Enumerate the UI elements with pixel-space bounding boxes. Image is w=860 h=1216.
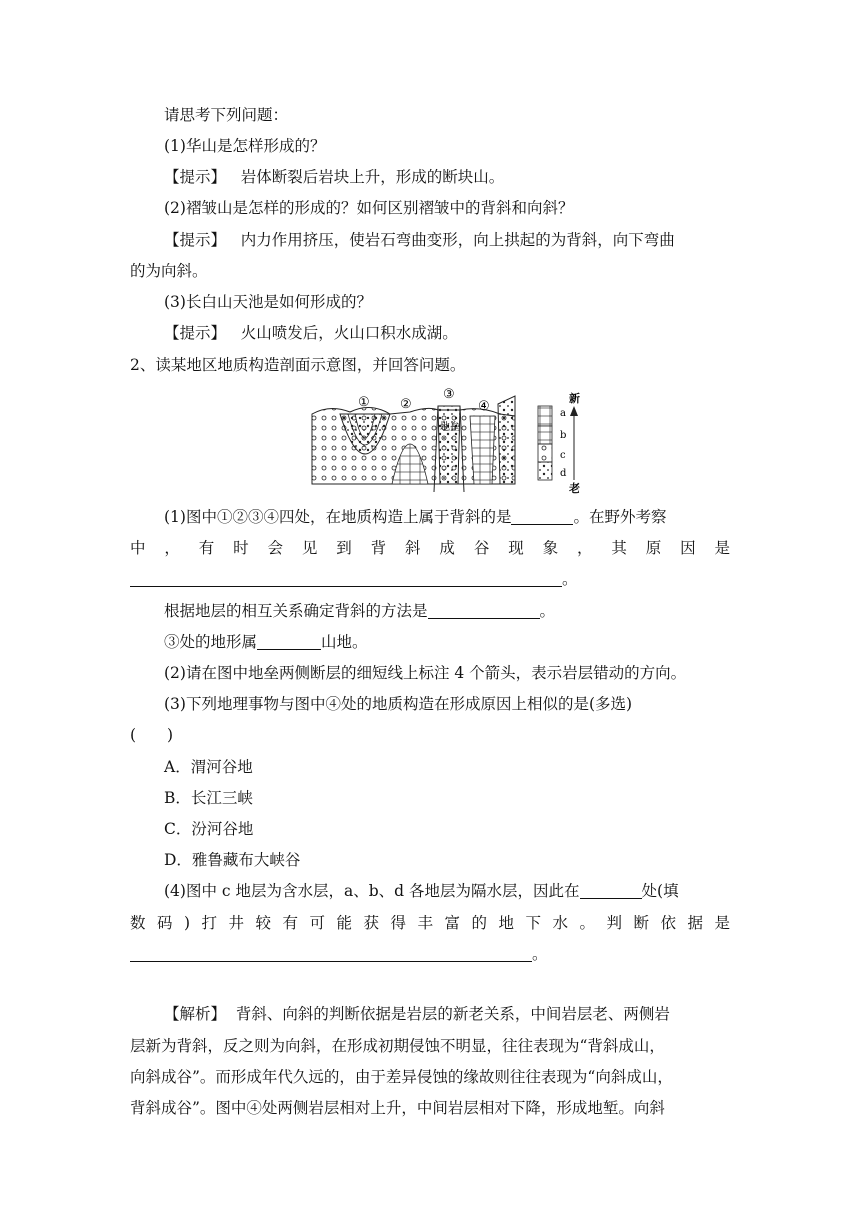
explanation-line-4: 背斜成谷”。图中④处两侧岩层相对上升，中间岩层相对下降，形成地堑。向斜 <box>130 1099 665 1117</box>
part-4-line-3 <box>130 943 730 965</box>
part-1-text: (1)图中①②③④四处，在地质构造上属于背斜的是 <box>164 508 512 526</box>
intro-text: 请思考下列问题： <box>164 106 289 124</box>
explanation-tag: 【解析】 <box>164 1005 227 1023</box>
label-1: ① <box>358 395 370 410</box>
part-4-line-2: 数码)打井较有可能获得丰富的地下水。判断依据是 <box>130 914 730 932</box>
part-3-line-2: ( ) <box>130 726 174 744</box>
answer-blank[interactable] <box>257 633 321 650</box>
period: 。 <box>562 570 578 588</box>
part-1-text-b: 。在野外考察 <box>573 508 667 526</box>
hint-2 <box>164 229 764 251</box>
answer-blank[interactable] <box>130 570 562 587</box>
explanation-line-2: 层新为背斜，反之则为向斜，在形成初期侵蚀不明显，往往表现为“背斜成山， <box>130 1037 665 1055</box>
old-label: 老 <box>569 482 580 494</box>
period: 。 <box>539 602 556 620</box>
geologic-section-diagram <box>310 384 590 494</box>
question-3: (3)长白山天池是如何形成的？ <box>164 293 372 311</box>
option-d[interactable]: D．雅鲁藏布大峡谷 <box>164 851 301 869</box>
hint-3 <box>164 322 764 344</box>
part-2: (2)请在图中地垒两侧断层的细短线上标注 4 个箭头，表示岩层错动的方向。 <box>164 664 687 682</box>
arrow-up-icon <box>570 406 578 416</box>
answer-blank[interactable] <box>511 508 573 525</box>
explanation-text: 背斜、向斜的判断依据是岩层的新老关系，中间岩层老、两侧岩 <box>235 1005 670 1023</box>
strata-legend <box>538 391 580 494</box>
method-text: 根据地层的相互关系确定背斜的方法是 <box>164 602 428 620</box>
option-c[interactable]: C．汾河谷地 <box>164 820 254 838</box>
stratum-b: b <box>560 430 567 441</box>
explanation-line-1 <box>164 1003 764 1025</box>
hint-2-cont: 的为向斜。 <box>130 262 208 280</box>
stratum-a: a <box>560 408 566 419</box>
hint-tag: 【提示】 <box>164 231 227 249</box>
hint-tag: 【提示】 <box>164 168 227 186</box>
question-1: (1)华山是怎样形成的？ <box>164 137 326 155</box>
answer-blank[interactable] <box>428 602 540 619</box>
option-a[interactable]: A．渭河谷地 <box>164 758 253 776</box>
answer-blank[interactable] <box>580 882 642 899</box>
period: 。 <box>532 945 548 963</box>
part-1-line-2: 中，有时会见到背斜成谷现象，其原因是 <box>130 539 730 557</box>
answer-blank[interactable] <box>130 945 532 962</box>
part-3-line-1: (3)下列地理事物与图中④处的地质构造在形成原因上相似的是(多选) <box>164 695 633 713</box>
site-text-b: 山地。 <box>321 633 368 651</box>
horst-label: 地垒 <box>440 422 460 433</box>
hint-2-text: 内力作用挤压，使岩石弯曲变形，向上拱起的为背斜，向下弯曲 <box>240 231 675 249</box>
option-b[interactable]: B．长江三峡 <box>164 789 253 807</box>
hint-tag: 【提示】 <box>164 324 227 342</box>
part-4-text-b: 处(填 <box>641 882 679 900</box>
hint-1 <box>164 166 764 188</box>
explanation-line-3: 向斜成谷”。而形成年代久远的，由于差异侵蚀的缘故则往往表现为“向斜成山， <box>130 1068 673 1086</box>
part-1-line-1 <box>164 506 764 528</box>
new-label: 新 <box>569 392 580 405</box>
site-text: ③处的地形属 <box>164 633 258 651</box>
hint-3-text: 火山喷发后，火山口积水成湖。 <box>240 324 458 342</box>
hint-1-text: 岩体断裂后岩块上升，形成的断块山。 <box>240 168 505 186</box>
part-1-site <box>164 631 764 653</box>
part-1-method <box>164 600 764 622</box>
label-2: ② <box>400 397 412 412</box>
label-3: ③ <box>443 387 455 402</box>
part-1-line-3 <box>130 568 730 590</box>
part-4-line-1 <box>164 880 764 902</box>
task-2: 2、读某地区地质构造剖面示意图，并回答问题。 <box>130 356 466 374</box>
label-4: ④ <box>478 399 490 414</box>
stratum-c: c <box>560 450 566 461</box>
part-4-text: (4)图中 c 地层为含水层，a、b、d 各地层为隔水层，因此在 <box>164 882 580 900</box>
question-2: (2)褶皱山是怎样的形成的？如何区别褶皱中的背斜和向斜？ <box>164 199 574 217</box>
stratum-d: d <box>560 468 567 479</box>
